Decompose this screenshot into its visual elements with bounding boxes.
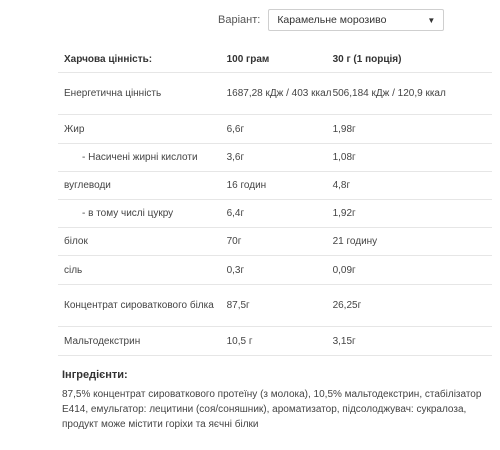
row-name: білок [58,228,227,256]
row-name: - Насичені жирні кислоти [58,144,227,172]
table-header-row [58,46,492,73]
row-per-serving: 1,98г [333,115,492,144]
nutrition-table [58,46,492,356]
row-per-100g: 1687,28 кДж / 403 ккал [227,73,333,115]
variant-selector-row [218,9,444,31]
row-per-100g: 10,5 г [227,327,333,356]
caret-down-icon: ▼ [427,15,436,25]
ingredients-text: 87,5% концентрат сироваткового протеїну (з молока), 10,5% мальтодекстрин, стабілізатор E414, емульгатор: лецитини (соя/соняшник), ароматизатор, підсолоджувач: сукралоза, продукт може містити горіхи та яєчні білки [62,389,482,430]
table-row [58,200,492,228]
table-row [58,144,492,172]
row-per-serving: 1,92г [333,200,492,228]
row-per-serving: 21 годину [333,228,492,256]
row-name: сіль [58,256,227,285]
header-per-serving: 30 г (1 порція) [333,46,492,73]
row-per-serving: 1,08г [333,144,492,172]
row-per-serving: 3,15г [333,327,492,356]
table-row [58,172,492,200]
row-per-serving: 506,184 кДж / 120,9 ккал [333,73,492,115]
row-per-serving: 0,09г [333,256,492,285]
row-name: Енергетична цінність [58,73,227,115]
row-per-serving: 26,25г [333,285,492,327]
table-row [58,73,492,115]
variant-selected-value: Карамельне морозиво [277,14,387,26]
variant-dropdown[interactable] [268,9,444,31]
row-per-serving: 4,8г [333,172,492,200]
table-row [58,228,492,256]
row-per-100g: 6,6г [227,115,333,144]
row-per-100g: 3,6г [227,144,333,172]
row-name: - в тому числі цукру [58,200,227,228]
row-name: Мальтодекстрин [58,327,227,356]
row-name: Жир [58,115,227,144]
table-row [58,327,492,356]
ingredients-title: Інгредієнти: [62,369,128,381]
row-name: Концентрат сироваткового білка [58,285,227,327]
row-per-100g: 16 годин [227,172,333,200]
row-per-100g: 6,4г [227,200,333,228]
ingredients-section [62,369,487,432]
table-row [58,256,492,285]
header-nutrition: Харчова цінність: [58,46,227,73]
variant-label: Варіант: [218,14,261,26]
table-row [58,285,492,327]
row-per-100g: 0,3г [227,256,333,285]
row-per-100g: 87,5г [227,285,333,327]
row-per-100g: 70г [227,228,333,256]
row-name: вуглеводи [58,172,227,200]
table-row [58,115,492,144]
header-per-100g: 100 грам [227,46,333,73]
